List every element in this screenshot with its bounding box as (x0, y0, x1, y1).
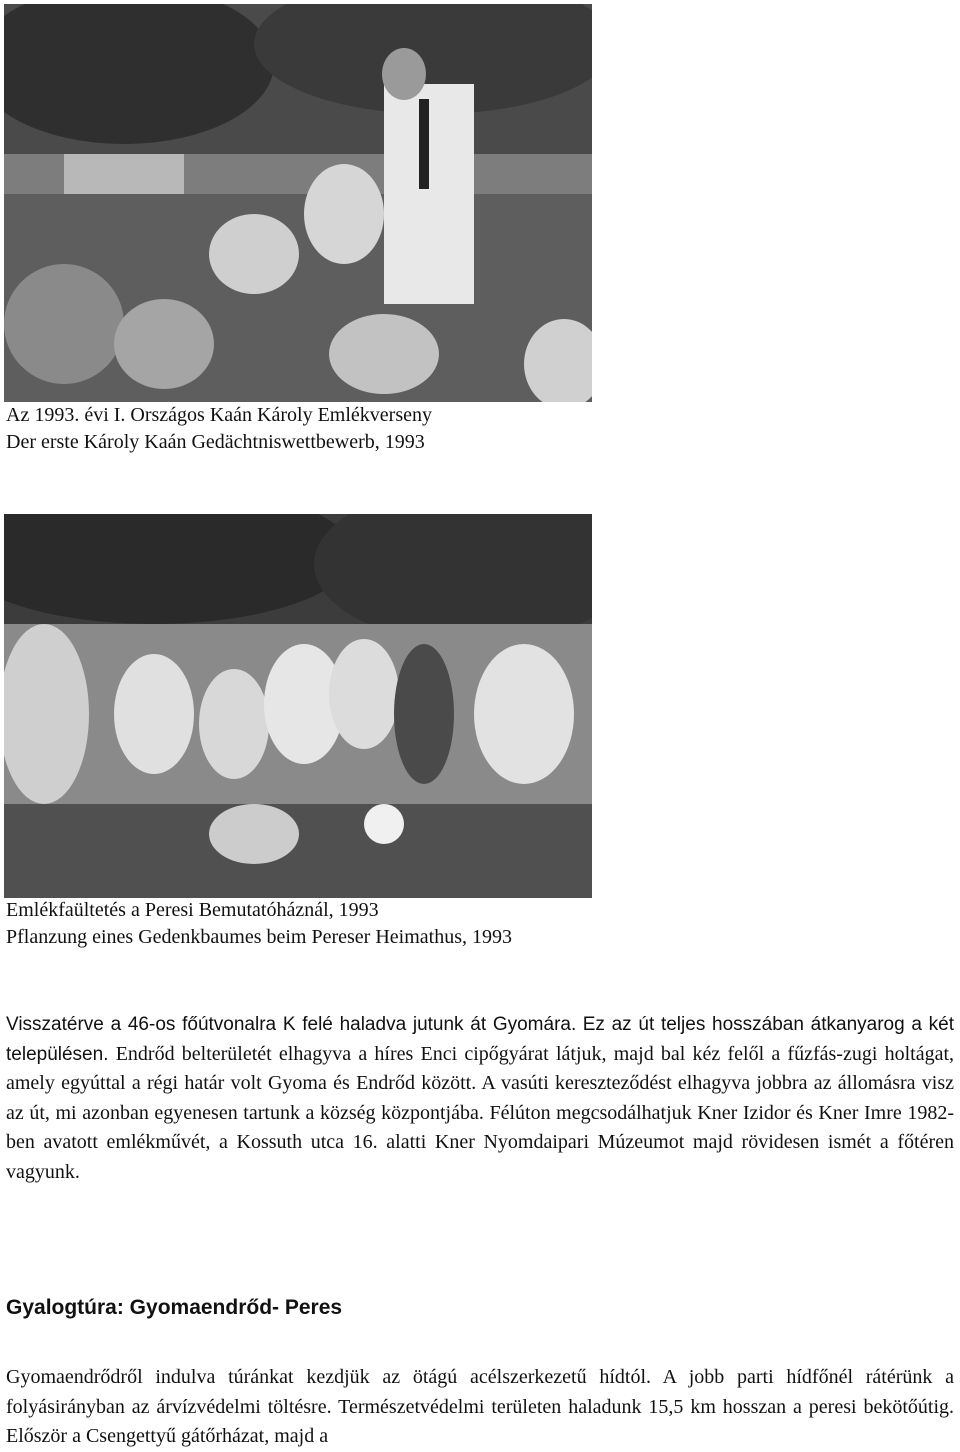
photo-caption-1 (6, 402, 432, 456)
paragraph-lead-2: Ez az út teljes hosszában átkanyarog a két településen. (6, 1014, 955, 1065)
caption-line-hu: Emlékfaültetés a Peresi Bemutatóháznál, 1993 (6, 899, 379, 921)
photo-tree-planting-image (4, 514, 592, 898)
caption-line-de: Der erste Károly Kaán Gedächtniswettbewerb, 1993 (6, 431, 425, 453)
photo-caption-2 (6, 897, 512, 951)
caption-line-hu: Az 1993. évi I. Országos Kaán Károly Emlékverseny (6, 404, 432, 426)
paragraph-lead: Visszatérve a 46-os főútvonalra K felé haladva jutunk át Gyomára. (6, 1014, 577, 1035)
paragraph-route-gyoma (6, 1010, 954, 1188)
section-heading-hike: Gyalogtúra: Gyomaendrőd- Peres (6, 1296, 343, 1319)
photo-tree-planting-1993 (4, 514, 592, 898)
caption-line-de: Pflanzung eines Gedenkbaumes beim Pereser Heimathus, 1993 (6, 926, 512, 948)
photo-contest-1993 (4, 4, 592, 402)
photo-contest-image (4, 4, 592, 402)
paragraph-hike-route: Gyomaendrődről indulva túránkat kezdjük az ötágú acélszerkezetű hídtól. A jobb parti hídfőnél rátérünk a folyásirányban az árvízvédelmi töltésre. Természetvédelmi területen haladunk 15,5 km hosszan a peresi bekötőútig. Először a Csengettyű gátőrházat, majd a (6, 1366, 954, 1448)
paragraph-rest: Endrőd belterületét elhagyva a híres Enci cipőgyárat látjuk, majd bal kéz felől a fűzfás-zugi holtágat, amely egyúttal a régi határ volt Gyoma és Endrőd között. A vasúti kereszteződést elhagyva jobbra az állomásra visz az út, mi azonban egyenesen tartunk a község központjába. Félúton megcsodálhatjuk Kner Izidor és Kner Imre 1982-ben avatott emlékművét, a Kossuth utca 16. alatti Kner Nyomdaipari Múzeumot majd rövidesen ismét a főtéren vagyunk. (6, 1042, 955, 1183)
